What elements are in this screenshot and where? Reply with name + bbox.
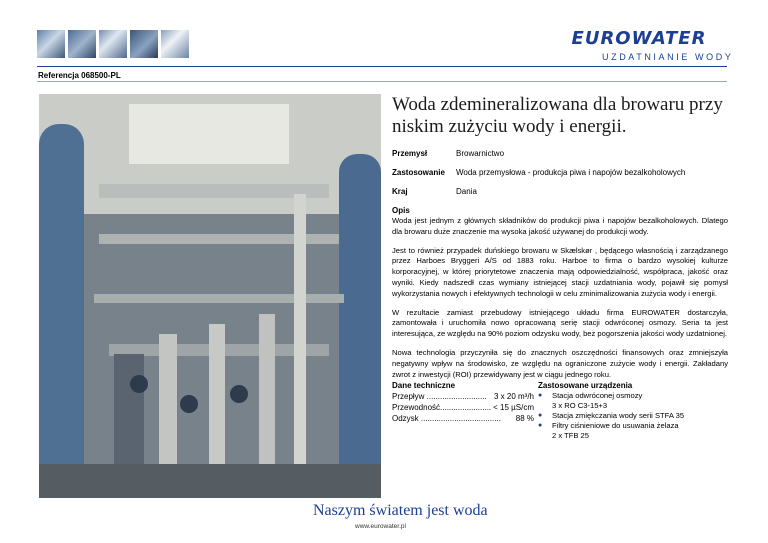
fact-value: Dania <box>456 187 477 196</box>
bullet-icon: ● <box>538 412 543 420</box>
tech-value: < 15 µS/cm <box>493 403 534 413</box>
reference-divider <box>37 81 727 82</box>
fact-value: Woda przemysłowa - produkcja piwa i napojów bezalkoholowych <box>456 168 686 177</box>
fact-label: Kraj <box>392 187 408 196</box>
description-paragraph: Jest to również przypadek duńskiego browaru w Skælskør , będącego własnością i zarządzanego przez Harboes Bryggeri A/S od 1883 roku. Harboe to firma o bardzo wysokiej kulturze korporacyjnej, w której priorytetowe znaczenia mają odpowiedzialność, współpraca, jakość oraz wyniki. Kiedy nadszedł czas wymiany istniejącej stacji uzdatniania wody, pojawił się pomysł wykorzystania nowych i efektywnych technologii w celu zminimalizowania zużycia wody i energii. <box>392 245 728 298</box>
tech-row <box>392 413 534 424</box>
tech-value: 88 % <box>515 414 534 424</box>
plant-photo <box>39 94 381 498</box>
device-item <box>538 411 728 421</box>
fact-label: Przemysł <box>392 149 428 158</box>
tech-row <box>392 391 534 402</box>
tech-row <box>392 402 534 413</box>
fact-row <box>392 148 728 159</box>
thumbnail-image <box>99 30 127 58</box>
description-paragraph: W rezultacie zamiast przebudowy istniejącego układu firma EUROWATER dostarczyła, zamontowała i uruchomiła nowo opracowaną serię stacji odwróconej osmozy. Seria ta jest interesująca, ze względu na 90% poziom odzysku wody, bez pogorszenia jakości wody uzdatnionej. <box>392 307 728 339</box>
fact-label: Zastosowanie <box>392 168 445 177</box>
device-text: Filtry ciśnieniowe do usuwania żelaza 2 x TFB 25 <box>552 421 679 441</box>
plant-photo-illustration <box>39 94 381 498</box>
reference-content <box>392 94 728 441</box>
technical-data <box>392 380 534 441</box>
bullet-icon: ● <box>538 392 543 400</box>
page-title: Woda zdemineralizowana dla browaru przy niskim zużyciu wody i energii. <box>392 94 723 137</box>
tech-label: Przepływ ........................... <box>392 392 487 402</box>
device-item <box>538 421 728 441</box>
footer-slogan: Naszym światem jest woda <box>313 502 488 519</box>
thumbnail-image <box>130 30 158 58</box>
description-heading: Opis <box>392 206 410 215</box>
devices-used <box>538 380 728 441</box>
thumbnail-image <box>68 30 96 58</box>
tech-label: Przewodność....................... <box>392 403 492 413</box>
reference-number: Referencja 068500-PL <box>38 71 121 80</box>
thumbnail-image <box>161 30 189 58</box>
technical-section <box>392 380 728 441</box>
device-item <box>538 391 728 411</box>
fact-row <box>392 167 728 178</box>
footer-url[interactable]: www.eurowater.pl <box>355 523 406 530</box>
device-text: Stacja odwróconej osmozy 3 x RO C3-15+3 <box>552 391 643 411</box>
technical-heading: Dane techniczne <box>392 381 456 391</box>
devices-heading: Zastosowane urządzenia <box>538 381 633 391</box>
description-paragraph: Nowa technologia przyczyniła się do znacznych oszczędności finansowych oraz zmniejszyła negatywny wpływ na środowisko, ze względu na ograniczone zużycie wody i energii. Zakładany zwrot z inwestycji (ROI) przewidywany jest w ciągu jednego roku. <box>392 347 728 379</box>
brand-logo: EUROWATER <box>571 28 707 49</box>
facts-table <box>392 148 728 197</box>
thumbnail-image <box>37 30 65 58</box>
header-divider <box>37 66 727 67</box>
header-thumbnails <box>37 30 189 58</box>
tech-value: 3 x 20 m³/h <box>493 392 534 402</box>
brand-tagline: UZDATNIANIE WODY <box>602 52 734 62</box>
bullet-icon: ● <box>538 422 543 430</box>
fact-value: Browarnictwo <box>456 149 505 158</box>
fact-row <box>392 186 728 197</box>
device-text: Stacja zmiękczania wody serii STFA 35 <box>552 411 685 421</box>
tech-label: Odzysk .................................... <box>392 414 501 424</box>
description-paragraph: Woda jest jednym z głównych składników do produkcji piwa i napojów bezalkoholowych. Dlatego dla browaru duże znaczenie ma wysoka jakość używanej do produkcji wody. <box>392 216 728 236</box>
